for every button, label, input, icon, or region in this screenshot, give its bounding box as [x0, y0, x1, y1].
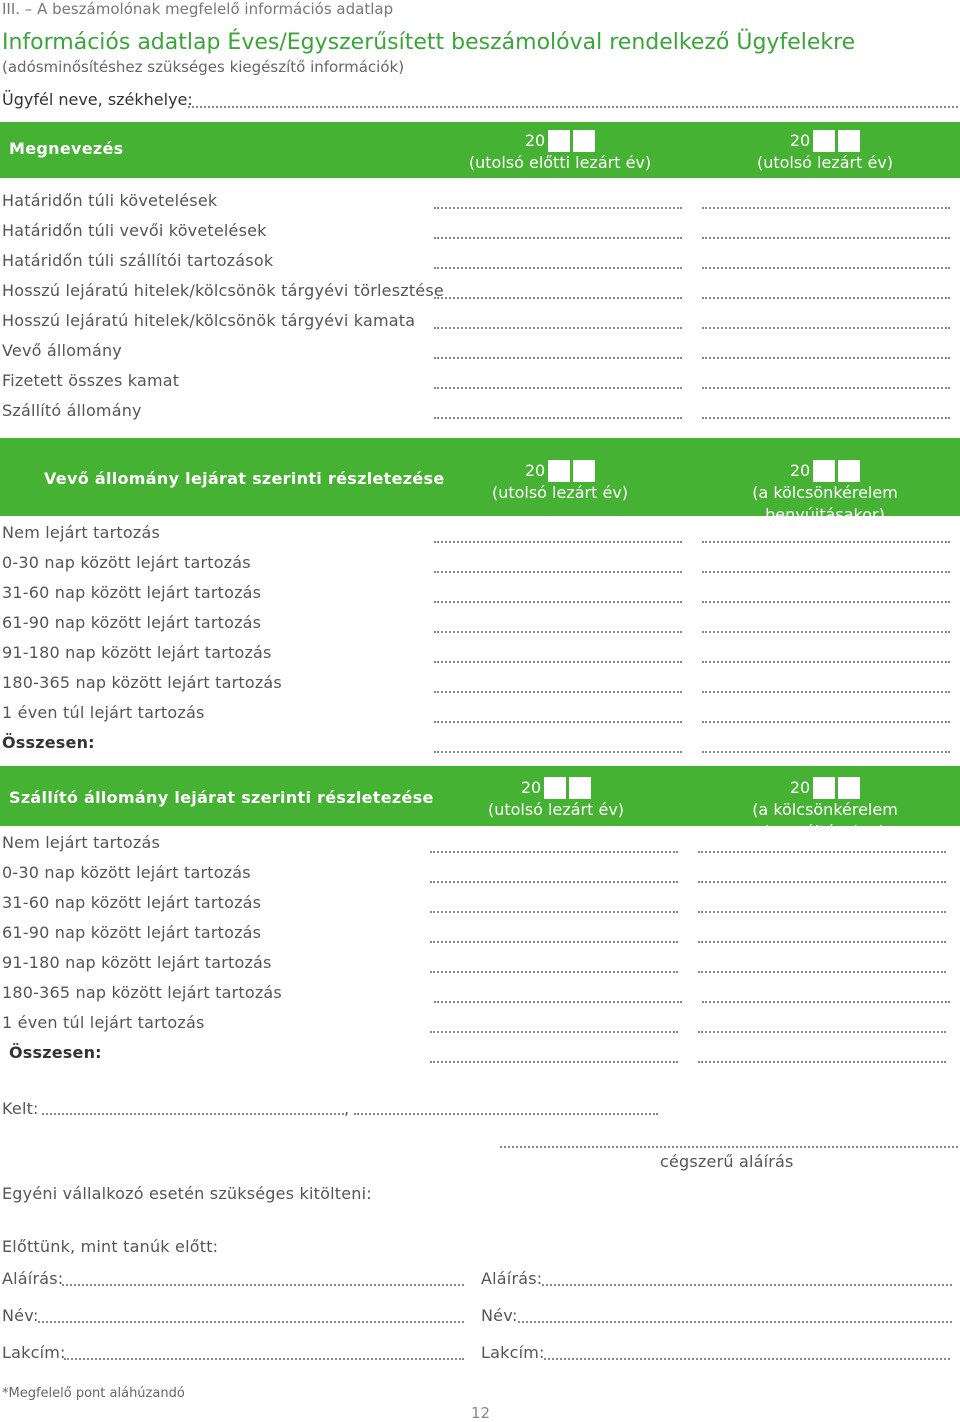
value-field[interactable]	[698, 1017, 946, 1033]
witness-intro: Előttünk, mint tanúk előtt:	[2, 1237, 219, 1256]
table3-total-label: Összesen:	[9, 1043, 102, 1062]
total-field[interactable]	[702, 737, 950, 753]
value-field[interactable]	[702, 617, 950, 633]
value-field[interactable]	[702, 987, 950, 1003]
value-field[interactable]	[434, 373, 682, 389]
year-prefix: 20	[524, 461, 546, 480]
value-field[interactable]	[434, 403, 682, 419]
section-heading: III. – A beszámolónak megfelelő információs adatlap	[2, 0, 394, 18]
value-field[interactable]	[434, 617, 682, 633]
year-digit-box[interactable]	[813, 130, 835, 152]
column-caption: (utolsó előtti lezárt év)	[468, 153, 652, 172]
table3-row-label: Nem lejárt tartozás	[2, 833, 161, 852]
table3-row-label: 31-60 nap között lejárt tartozás	[2, 893, 262, 912]
value-field[interactable]	[430, 867, 678, 883]
value-field[interactable]	[434, 707, 682, 723]
value-field[interactable]	[434, 557, 682, 573]
value-field[interactable]	[698, 897, 946, 913]
table1-row-label: Szállító állomány	[2, 401, 142, 420]
footnote: *Megfelelő pont aláhúzandó	[2, 1386, 185, 1401]
table2-row-label: 180-365 nap között lejárt tartozás	[2, 673, 282, 692]
year-digit-box[interactable]	[569, 777, 591, 799]
table3-header	[0, 766, 960, 841]
table3-row-label: 180-365 nap között lejárt tartozás	[2, 983, 282, 1002]
value-field[interactable]	[702, 527, 950, 543]
table2-row-label: 31-60 nap között lejárt tartozás	[2, 583, 262, 602]
year-prefix: 20	[520, 778, 542, 797]
witness1-address-field[interactable]	[64, 1344, 464, 1360]
page-number: 12	[471, 1404, 491, 1422]
witness1-sign-label: Aláírás:	[2, 1269, 64, 1288]
value-field[interactable]	[698, 867, 946, 883]
year-prefix: 20	[789, 461, 811, 480]
table1-row-label: Hosszú lejáratú hitelek/kölcsönök tárgyévi kamata	[2, 311, 416, 330]
value-field[interactable]	[702, 587, 950, 603]
column-caption: (utolsó lezárt év)	[491, 483, 629, 502]
signature-field[interactable]	[500, 1132, 958, 1148]
value-field[interactable]	[434, 253, 682, 269]
kelt-label: Kelt:	[2, 1099, 39, 1118]
table2-row-label: 61-90 nap között lejárt tartozás	[2, 613, 262, 632]
date-field[interactable]	[354, 1099, 658, 1115]
page-title: Információs adatlap Éves/Egyszerűsített beszámolóval rendelkező Ügyfelekre	[2, 30, 856, 55]
witness2-sign-label: Aláírás:	[481, 1269, 543, 1288]
year-prefix: 20	[789, 778, 811, 797]
place-field[interactable]	[42, 1099, 344, 1115]
value-field[interactable]	[430, 837, 678, 853]
year-prefix: 20	[524, 131, 546, 150]
value-field[interactable]	[430, 957, 678, 973]
column-caption: (utolsó lezárt év)	[756, 153, 894, 172]
value-field[interactable]	[434, 313, 682, 329]
table2-total-label: Összesen:	[2, 733, 95, 752]
table1-label: Megnevezés	[9, 139, 124, 158]
table1-col2-header	[700, 130, 950, 174]
value-field[interactable]	[698, 957, 946, 973]
value-field[interactable]	[434, 193, 682, 209]
value-field[interactable]	[434, 343, 682, 359]
total-field[interactable]	[434, 737, 682, 753]
column-caption: (a kölcsönkérelem benyújtásakor)	[752, 800, 898, 841]
table1-row-label: Határidőn túli vevői követelések	[2, 221, 267, 240]
year-digit-box[interactable]	[813, 460, 835, 482]
table3-row-label: 91-180 nap között lejárt tartozás	[2, 953, 272, 972]
value-field[interactable]	[702, 373, 950, 389]
witness2-address-label: Lakcím:	[481, 1343, 545, 1362]
table3-row-label: 0-30 nap között lejárt tartozás	[2, 863, 251, 882]
table3-col1-header	[436, 777, 676, 821]
witness2-name-label: Név:	[481, 1306, 518, 1325]
table2-row-label: 0-30 nap között lejárt tartozás	[2, 553, 251, 572]
table1-header	[0, 122, 960, 178]
year-digit-box[interactable]	[573, 460, 595, 482]
client-name-label: Ügyfél neve, székhelye:	[2, 90, 193, 109]
year-prefix: 20	[789, 131, 811, 150]
table1-row-label: Fizetett összes kamat	[2, 371, 180, 390]
year-digit-box[interactable]	[838, 130, 860, 152]
table1-row-label: Határidőn túli szállítói tartozások	[2, 251, 274, 270]
value-field[interactable]	[702, 647, 950, 663]
table3-row-label: 61-90 nap között lejárt tartozás	[2, 923, 262, 942]
sole-trader-note: Egyéni vállalkozó esetén szükséges kitölteni:	[2, 1184, 372, 1203]
column-caption: (utolsó lezárt év)	[487, 800, 625, 819]
witness1-name-label: Név:	[2, 1306, 39, 1325]
value-field[interactable]	[430, 897, 678, 913]
value-field[interactable]	[702, 343, 950, 359]
table2-col2-header	[694, 460, 956, 526]
witness1-name-field[interactable]	[38, 1307, 464, 1323]
table2-row-label: 1 éven túl lejárt tartozás	[2, 703, 205, 722]
year-digit-box[interactable]	[573, 130, 595, 152]
value-field[interactable]	[434, 987, 682, 1003]
signature-caption: cégszerű aláírás	[660, 1152, 794, 1171]
client-name-field[interactable]	[188, 92, 958, 108]
value-field[interactable]	[702, 253, 950, 269]
year-digit-box[interactable]	[548, 130, 570, 152]
value-field[interactable]	[430, 1017, 678, 1033]
witness2-address-field[interactable]	[544, 1344, 950, 1360]
value-field[interactable]	[434, 283, 682, 299]
table1-row-label: Hosszú lejáratú hitelek/kölcsönök tárgyévi törlesztése	[2, 281, 444, 300]
value-field[interactable]	[434, 223, 682, 239]
witness1-address-label: Lakcím:	[2, 1343, 66, 1362]
year-digit-box[interactable]	[838, 777, 860, 799]
value-field[interactable]	[702, 557, 950, 573]
separator-comma: ,	[344, 1099, 350, 1118]
value-field[interactable]	[702, 707, 950, 723]
table3-col2-header	[694, 777, 956, 843]
table3-row-label: 1 éven túl lejárt tartozás	[2, 1013, 205, 1032]
table2-row-label: 91-180 nap között lejárt tartozás	[2, 643, 272, 662]
witness2-sign-field[interactable]	[542, 1270, 952, 1286]
page-subtitle: (adósminősítéshez szükséges kiegészítő információk)	[2, 58, 405, 76]
year-digit-box[interactable]	[813, 777, 835, 799]
year-digit-box[interactable]	[544, 777, 566, 799]
value-field[interactable]	[702, 403, 950, 419]
table2-col1-header	[440, 460, 680, 504]
table1-row-label: Vevő állomány	[2, 341, 122, 360]
value-field[interactable]	[702, 283, 950, 299]
table1-col1-header	[440, 130, 680, 174]
table2-header	[0, 438, 960, 524]
value-field[interactable]	[698, 837, 946, 853]
value-field[interactable]	[702, 677, 950, 693]
year-digit-box[interactable]	[548, 460, 570, 482]
total-field[interactable]	[698, 1047, 946, 1063]
value-field[interactable]	[702, 313, 950, 329]
witness1-sign-field[interactable]	[62, 1270, 464, 1286]
value-field[interactable]	[698, 927, 946, 943]
value-field[interactable]	[434, 677, 682, 693]
value-field[interactable]	[430, 927, 678, 943]
value-field[interactable]	[434, 587, 682, 603]
column-caption: (a kölcsönkérelem benyújtásakor)	[752, 483, 898, 524]
value-field[interactable]	[702, 223, 950, 239]
value-field[interactable]	[434, 647, 682, 663]
table1-row-label: Határidőn túli követelések	[2, 191, 218, 210]
table2-label: Vevő állomány lejárat szerinti részletezése	[44, 469, 445, 488]
table3-label: Szállító állomány lejárat szerinti részletezése	[9, 788, 434, 807]
value-field[interactable]	[702, 193, 950, 209]
total-field[interactable]	[430, 1047, 678, 1063]
table2-row-label: Nem lejárt tartozás	[2, 523, 161, 542]
year-digit-box[interactable]	[838, 460, 860, 482]
value-field[interactable]	[434, 527, 682, 543]
witness2-name-field[interactable]	[518, 1307, 952, 1323]
